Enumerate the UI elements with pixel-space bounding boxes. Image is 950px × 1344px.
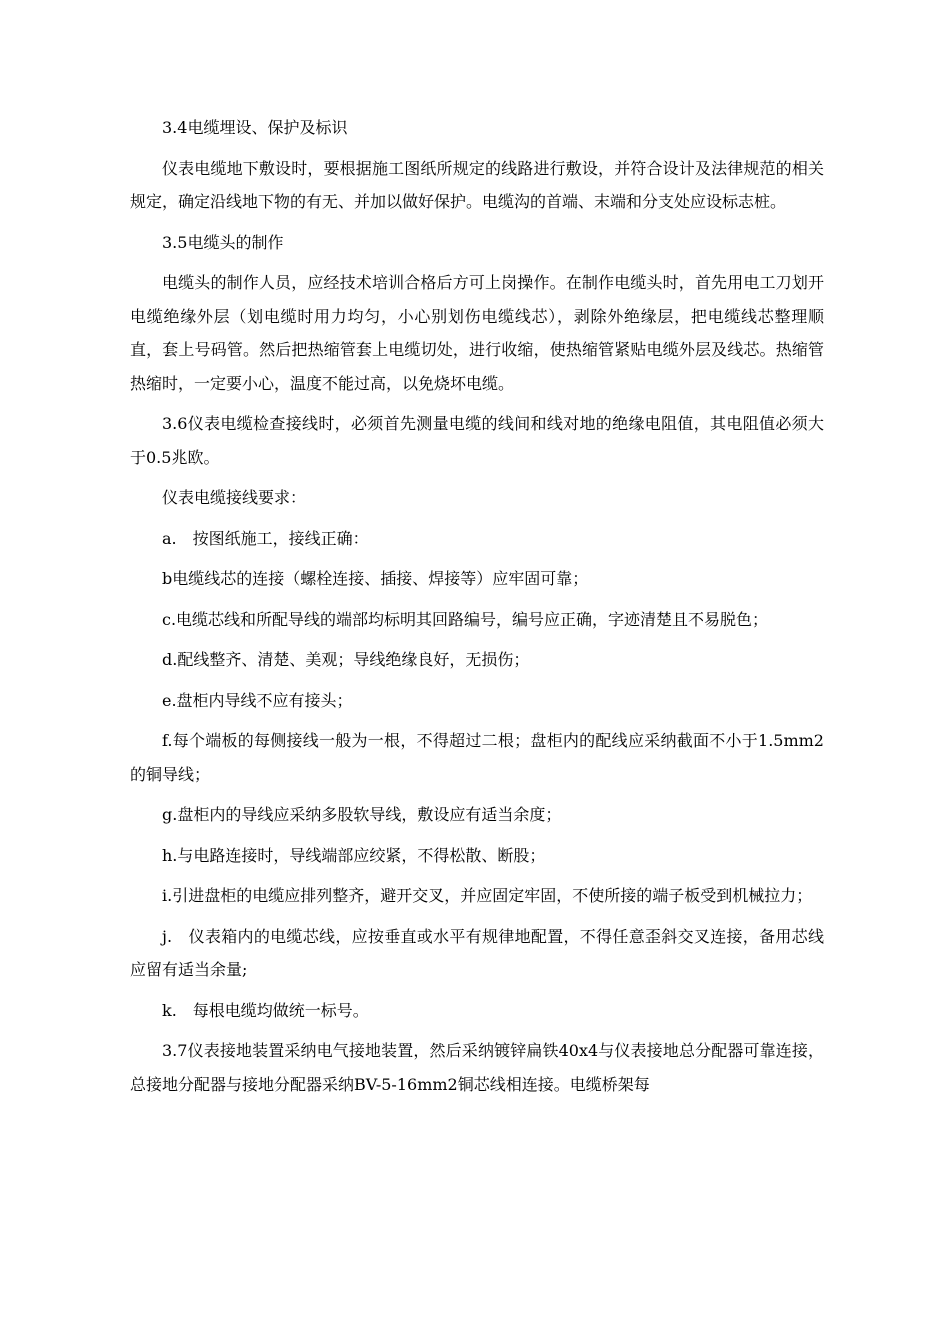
section-heading-3-5: 3.5电缆头的制作 bbox=[162, 232, 284, 252]
list-item-f: f.每个端板的每侧接线一般为一根，不得超过二根；盘柜内的配线应采纳截面不小于1.5mm2的铜导线； bbox=[130, 731, 824, 784]
paragraph-cable-head: 电缆头的制作人员，应经技术培训合格后方可上岗操作。在制作电缆头时，首先用电工刀划开电缆绝缘外层（划电缆时用力均匀，小心别划伤电缆线芯），剥除外绝缘层，把电缆线芯整理顺直，套上号码管。然后把热缩管套上电缆切处，进行收缩，使热缩管紧贴电缆外层及线芯。热缩管热缩时，一定要小心，温度不能过高，以免烧坏电缆。 bbox=[130, 273, 824, 393]
paragraph-cable-laying: 仪表电缆地下敷设时，要根据施工图纸所规定的线路进行敷设，并符合设计及法律规范的相关规定，确定沿线地下物的有无、并加以做好保护。电缆沟的首端、末端和分支处应设标志桩。 bbox=[130, 158, 824, 211]
list-item-e: e.盘柜内导线不应有接头； bbox=[162, 690, 353, 710]
paragraph-grounding: 3.7仪表接地装置采纳电气接地装置，然后采纳镀锌扁铁40x4与仪表接地总分配器可靠连接，总接地分配器与接地分配器采纳BV-5-16mm2铜芯线相连接。电缆桥架每 bbox=[130, 1041, 824, 1094]
list-item-k: k. 每根电缆均做统一标号。 bbox=[162, 1000, 369, 1020]
list-item-d: d.配线整齐、清楚、美观；导线绝缘良好，无损伤； bbox=[162, 650, 530, 669]
list-item-b: b电缆线芯的连接（螺栓连接、插接、焊接等）应牢固可靠； bbox=[162, 569, 589, 588]
paragraph-wiring-requirements: 仪表电缆接线要求： bbox=[162, 488, 307, 507]
list-item-j: j. 仪表箱内的电缆芯线，应按垂直或水平有规律地配置，不得任意歪斜交叉连接，备用芯线应留有适当余量; bbox=[130, 926, 824, 979]
paragraph-cable-check: 3.6仪表电缆检查接线时，必须首先测量电缆的线间和线对地的绝缘电阻值，其电阻值必须大于0.5兆欧。 bbox=[130, 414, 824, 467]
list-item-i: i.引进盘柜的电缆应排列整齐，避开交叉，并应固定牢固，不使所接的端子板受到机械拉力； bbox=[162, 886, 813, 905]
section-heading-3-4: 3.4电缆埋设、保护及标识 bbox=[162, 118, 348, 137]
list-item-h: h.与电路连接时，导线端部应绞紧，不得松散、断股； bbox=[162, 845, 546, 865]
list-item-c: c.电缆芯线和所配导线的端部均标明其回路编号，编号应正确，字迹清楚且不易脱色； bbox=[162, 609, 769, 629]
list-item-a: a. 按图纸施工，接线正确： bbox=[162, 528, 369, 548]
document-body bbox=[130, 111, 824, 1108]
list-item-g: g.盘柜内的导线应采纳多股软导线，敷设应有适当余度； bbox=[162, 805, 562, 824]
